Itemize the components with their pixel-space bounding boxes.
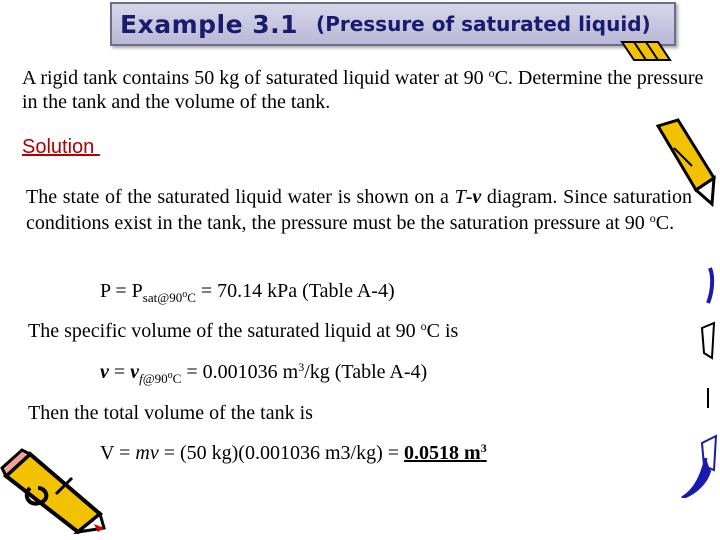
solution-label: Solution (22, 136, 100, 158)
state-paragraph: The state of the saturated liquid water is shown on a T-v diagram. Since saturation conditions exist in the tank, the pressure must be the saturation pressure at 90 $^o$C. (26, 186, 693, 234)
total-volume-equation: V = mv = (50 kg)(0.001036 m3/kg) = 0.0518 $m^3$ (100, 441, 487, 464)
title-banner (110, 2, 676, 46)
example-subtitle: (Pressure of saturated liquid) (316, 12, 651, 36)
final-result: 0.0518 $m^3$ (404, 441, 487, 464)
specific-volume-equation: $v = v_{f@90^oC} = 0.001036$ $m^3/kg$ (Table A-4) (100, 360, 428, 386)
pencil-top-right-icon (612, 40, 672, 62)
pressure-equation: $P = P_{sat@90^oC} = 70.14$ kPa (Table A-4) (100, 280, 395, 305)
problem-statement: A rigid tank contains 50 kg of saturated liquid water at 90 $^o$C. Determine the pressure in the tank and the volume of the tank. (22, 66, 704, 113)
example-title: Example 3.1 (120, 9, 299, 39)
pencil-bottom-left-icon (0, 448, 110, 534)
total-volume-text: Then the total volume of the tank is (28, 402, 313, 424)
specific-volume-text: The specific volume of the saturated liquid at 90 $^o$C is (28, 319, 459, 342)
pencil-right-icon (652, 118, 720, 498)
